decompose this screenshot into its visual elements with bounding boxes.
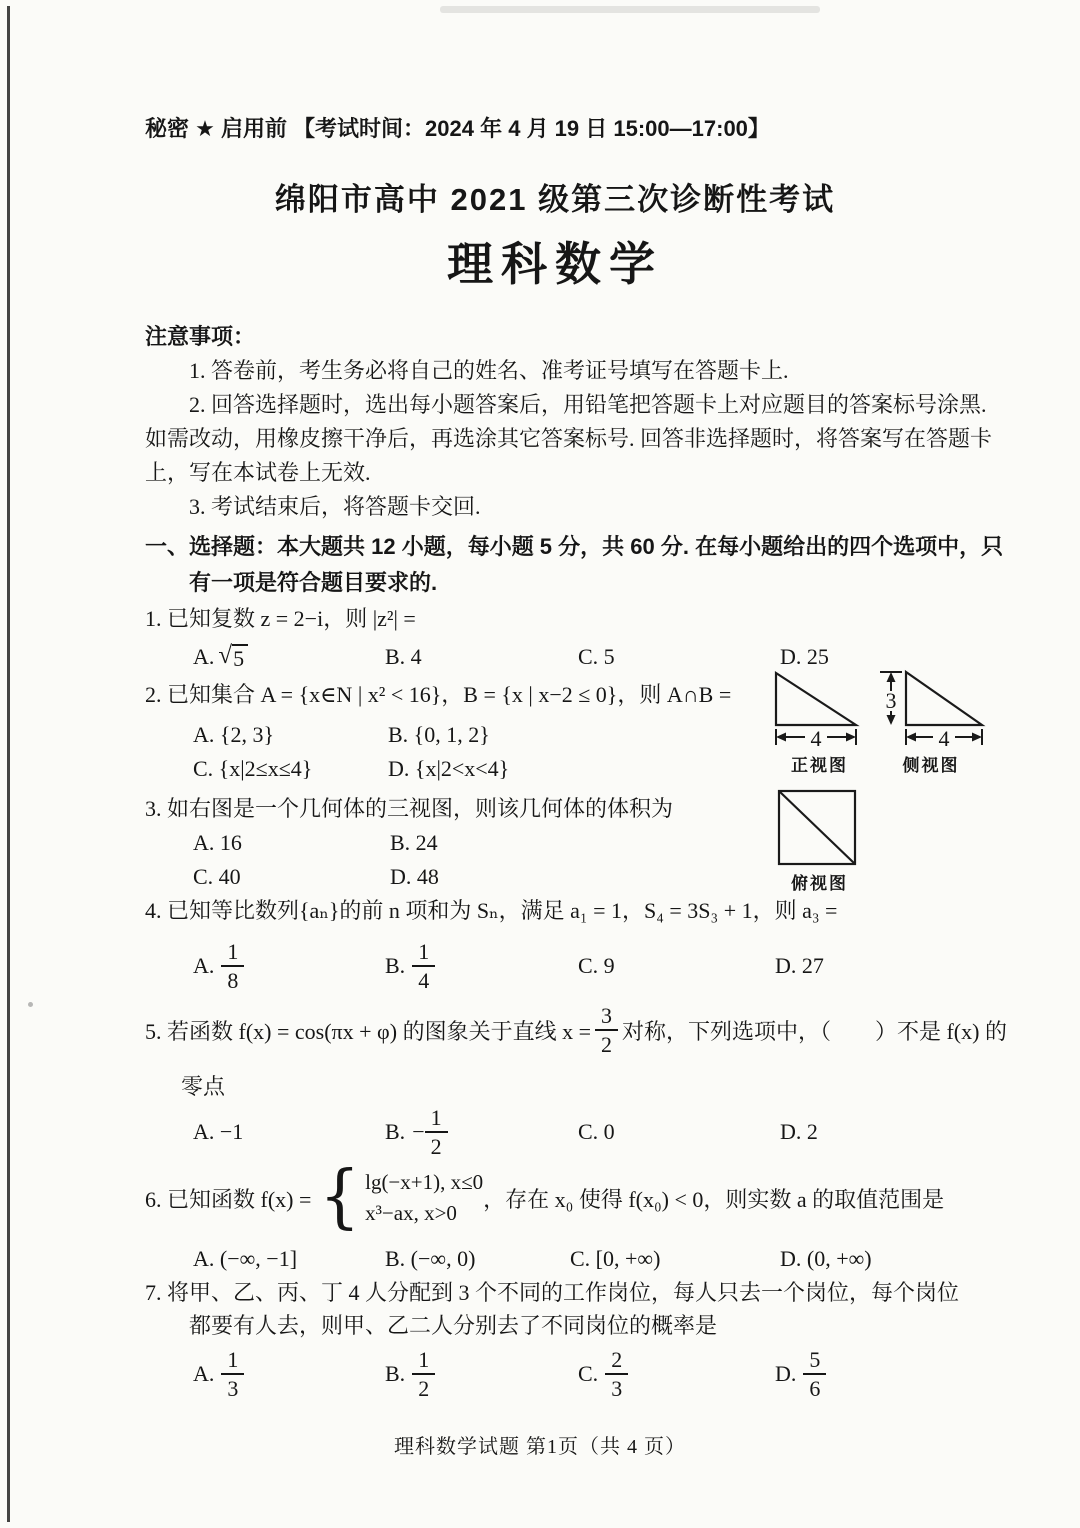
piecewise-case-1: lg(−x+1), x≤0 bbox=[365, 1170, 484, 1195]
q3-option-b: B. 24 bbox=[390, 830, 438, 855]
q6-option-d: D. (0, +∞) bbox=[780, 1246, 872, 1271]
q7-option-b-label: B. bbox=[385, 1361, 406, 1386]
fraction-numerator: 1 bbox=[430, 1104, 442, 1130]
side-view-caption: 侧视图 bbox=[902, 756, 960, 775]
q7-option-c bbox=[578, 1340, 628, 1408]
q7-option-b bbox=[385, 1340, 435, 1408]
sqrt-expression bbox=[218, 643, 248, 672]
notice-line-4: 上，写在本试卷上无效. bbox=[145, 460, 371, 485]
front-view-figure bbox=[771, 668, 868, 776]
fraction-denominator: 3 bbox=[221, 1373, 244, 1403]
q5-option-a: A. −1 bbox=[193, 1119, 244, 1144]
side-view-height-dimension: 3 bbox=[885, 688, 897, 713]
question-3-options-row2 bbox=[0, 860, 1080, 894]
fraction-denominator: 2 bbox=[412, 1373, 435, 1403]
fraction-denominator: 3 bbox=[605, 1373, 628, 1403]
q6-stem-before: 6. 已知函数 f(x) = bbox=[145, 1186, 312, 1212]
exam-title: 绵阳市高中 2021 级第三次诊断性考试 bbox=[274, 182, 836, 217]
q2-option-b: B. {0, 1, 2} bbox=[388, 722, 490, 747]
notice-line-5: 3. 考试结束后，将答题卡交回. bbox=[189, 494, 481, 519]
front-view-drawing bbox=[772, 668, 867, 750]
q1-option-c: C. 5 bbox=[578, 644, 615, 669]
q4-option-b-label: B. bbox=[385, 953, 406, 978]
q5-stem-after: 对称，下列选项中，（ ）不是 f(x) 的 bbox=[621, 1018, 1007, 1044]
side-view-figure bbox=[874, 666, 988, 776]
notice-line-2: 2. 回答选择题时，选出每小题答案后，用铅笔把答题卡上对应题目的答案标号涂黑. bbox=[189, 392, 987, 417]
q7-option-d-label: D. bbox=[775, 1361, 797, 1386]
question-1-stem: 1. 已知复数 z = 2−i，则 |z²| = bbox=[145, 606, 416, 631]
q5-stem-before: 5. 若函数 f(x) = cos(πx + φ) 的图象关于直线 x = bbox=[145, 1018, 591, 1044]
q4-option-b bbox=[385, 932, 435, 1000]
q4-option-c: C. 9 bbox=[578, 953, 615, 978]
question-4-options bbox=[0, 932, 1080, 1000]
q4-option-a-label: A. bbox=[193, 953, 215, 978]
fraction bbox=[595, 1002, 618, 1059]
question-5-stem bbox=[145, 998, 1007, 1062]
fraction bbox=[412, 938, 435, 995]
minus-sign: − bbox=[412, 1119, 425, 1144]
fraction-numerator: 3 bbox=[600, 1002, 612, 1028]
confidential-header: 秘密 ★ 启用前 【考试时间：2024 年 4 月 19 日 15:00—17:00】 bbox=[145, 116, 770, 141]
piecewise-cases bbox=[365, 1170, 483, 1225]
fraction bbox=[605, 1346, 628, 1403]
section1-header-line2: 有一项是符合题目要求的. bbox=[189, 570, 438, 595]
q1-option-d: D. 25 bbox=[780, 644, 829, 669]
side-view-base-dimension: 4 bbox=[938, 726, 950, 750]
q2-option-d: D. {x|2<x<4} bbox=[388, 756, 510, 781]
q3-option-c: C. 40 bbox=[193, 864, 241, 889]
front-view-caption: 正视图 bbox=[791, 756, 848, 775]
scan-dot bbox=[28, 1002, 33, 1007]
question-2-stem: 2. 已知集合 A = {x∈N | x² < 16}，B = {x | x−2 ≤ 0}，则 A∩B = bbox=[145, 682, 732, 707]
notice-line-3: 如需改动，用橡皮擦干净后，再选涂其它答案标号. 回答非选择题时，将答案写在答题卡 bbox=[145, 426, 993, 451]
q1-option-b: B. 4 bbox=[385, 644, 422, 669]
q3-option-a: A. 16 bbox=[193, 830, 242, 855]
q5-option-c: C. 0 bbox=[578, 1119, 615, 1144]
q6-stem-after: ，存在 x₀ 使得 f(x₀) < 0，则实数 a 的取值范围是 bbox=[483, 1186, 945, 1212]
q1-option-a bbox=[193, 640, 248, 674]
notice-line-1: 1. 答卷前，考生务必将自己的姓名、准考证号填写在答题卡上. bbox=[189, 358, 789, 383]
q5-option-b-label: B. bbox=[385, 1119, 406, 1144]
top-view-caption: 俯视图 bbox=[791, 874, 848, 893]
q4-option-d: D. 27 bbox=[775, 953, 824, 978]
fraction-numerator: 1 bbox=[418, 1346, 430, 1372]
exam-subject-title: 理科数学 bbox=[447, 238, 663, 290]
question-7-stem-line2: 都要有人去，则甲、乙二人分别去了不同岗位的概率是 bbox=[189, 1313, 718, 1338]
fraction-denominator: 2 bbox=[595, 1029, 618, 1059]
fraction bbox=[221, 938, 244, 995]
notice-heading: 注意事项： bbox=[145, 324, 256, 349]
q7-option-a bbox=[193, 1340, 244, 1408]
q6-option-b: B. (−∞, 0) bbox=[385, 1246, 476, 1271]
fraction-denominator: 4 bbox=[412, 965, 435, 995]
fraction-numerator: 1 bbox=[227, 938, 239, 964]
question-3-stem: 3. 如右图是一个几何体的三视图，则该几何体的体积为 bbox=[145, 796, 674, 821]
fraction bbox=[412, 1346, 435, 1403]
q7-option-d bbox=[775, 1340, 826, 1408]
q4-option-a bbox=[193, 932, 244, 1000]
page-footer: 理科数学试题 第1页（共 4 页） bbox=[394, 1436, 686, 1458]
question-7-stem-line1: 7. 将甲、乙、丙、丁 4 人分配到 3 个不同的工作岗位，每人只去一个岗位，每个岗位 bbox=[145, 1280, 960, 1305]
scan-smudge bbox=[440, 6, 820, 13]
q6-option-a: A. (−∞, −1] bbox=[193, 1246, 298, 1271]
fraction-numerator: 2 bbox=[611, 1346, 623, 1372]
section1-header-line1: 一、选择题：本大题共 12 小题，每小题 5 分，共 60 分. 在每小题给出的四个选项中，只 bbox=[145, 534, 1004, 559]
radical-sign: √ bbox=[218, 641, 233, 669]
question-6-stem bbox=[145, 1157, 945, 1238]
side-view-drawing bbox=[875, 666, 987, 750]
q5-option-b bbox=[385, 1098, 448, 1166]
question-6-options bbox=[0, 1242, 1080, 1276]
q1-option-a-label: A. bbox=[193, 644, 215, 669]
question-3-options-row1 bbox=[0, 826, 1080, 860]
fraction-numerator: 5 bbox=[809, 1346, 821, 1372]
fraction-denominator: 8 bbox=[221, 965, 244, 995]
q2-option-c: C. {x|2≤x≤4} bbox=[193, 756, 313, 781]
q3-option-d: D. 48 bbox=[390, 864, 439, 889]
q7-option-a-label: A. bbox=[193, 1361, 215, 1386]
fraction-denominator: 6 bbox=[803, 1373, 826, 1403]
piecewise-case-2: x³−ax, x>0 bbox=[365, 1200, 457, 1225]
front-view-base-dimension: 4 bbox=[810, 726, 822, 750]
q6-option-c: C. [0, +∞) bbox=[570, 1246, 661, 1271]
question-5-options bbox=[0, 1098, 1080, 1166]
fraction-numerator: 1 bbox=[418, 938, 430, 964]
piecewise-brace: { bbox=[319, 1157, 361, 1238]
question-5-stem-line2: 零点 bbox=[181, 1074, 226, 1099]
fraction bbox=[221, 1346, 244, 1403]
fraction-numerator: 1 bbox=[227, 1346, 239, 1372]
fraction-denominator: 2 bbox=[425, 1131, 448, 1161]
fraction bbox=[425, 1104, 448, 1161]
q5-option-d: D. 2 bbox=[780, 1119, 818, 1144]
q7-option-c-label: C. bbox=[578, 1361, 599, 1386]
fraction bbox=[803, 1346, 826, 1403]
q2-option-a: A. {2, 3} bbox=[193, 722, 275, 747]
radicand: 5 bbox=[232, 644, 248, 672]
question-4-stem: 4. 已知等比数列{aₙ}的前 n 项和为 Sₙ，满足 a₁ = 1，S₄ = 3S₃ + 1，则 a₃ = bbox=[145, 898, 838, 923]
question-7-options bbox=[0, 1340, 1080, 1408]
